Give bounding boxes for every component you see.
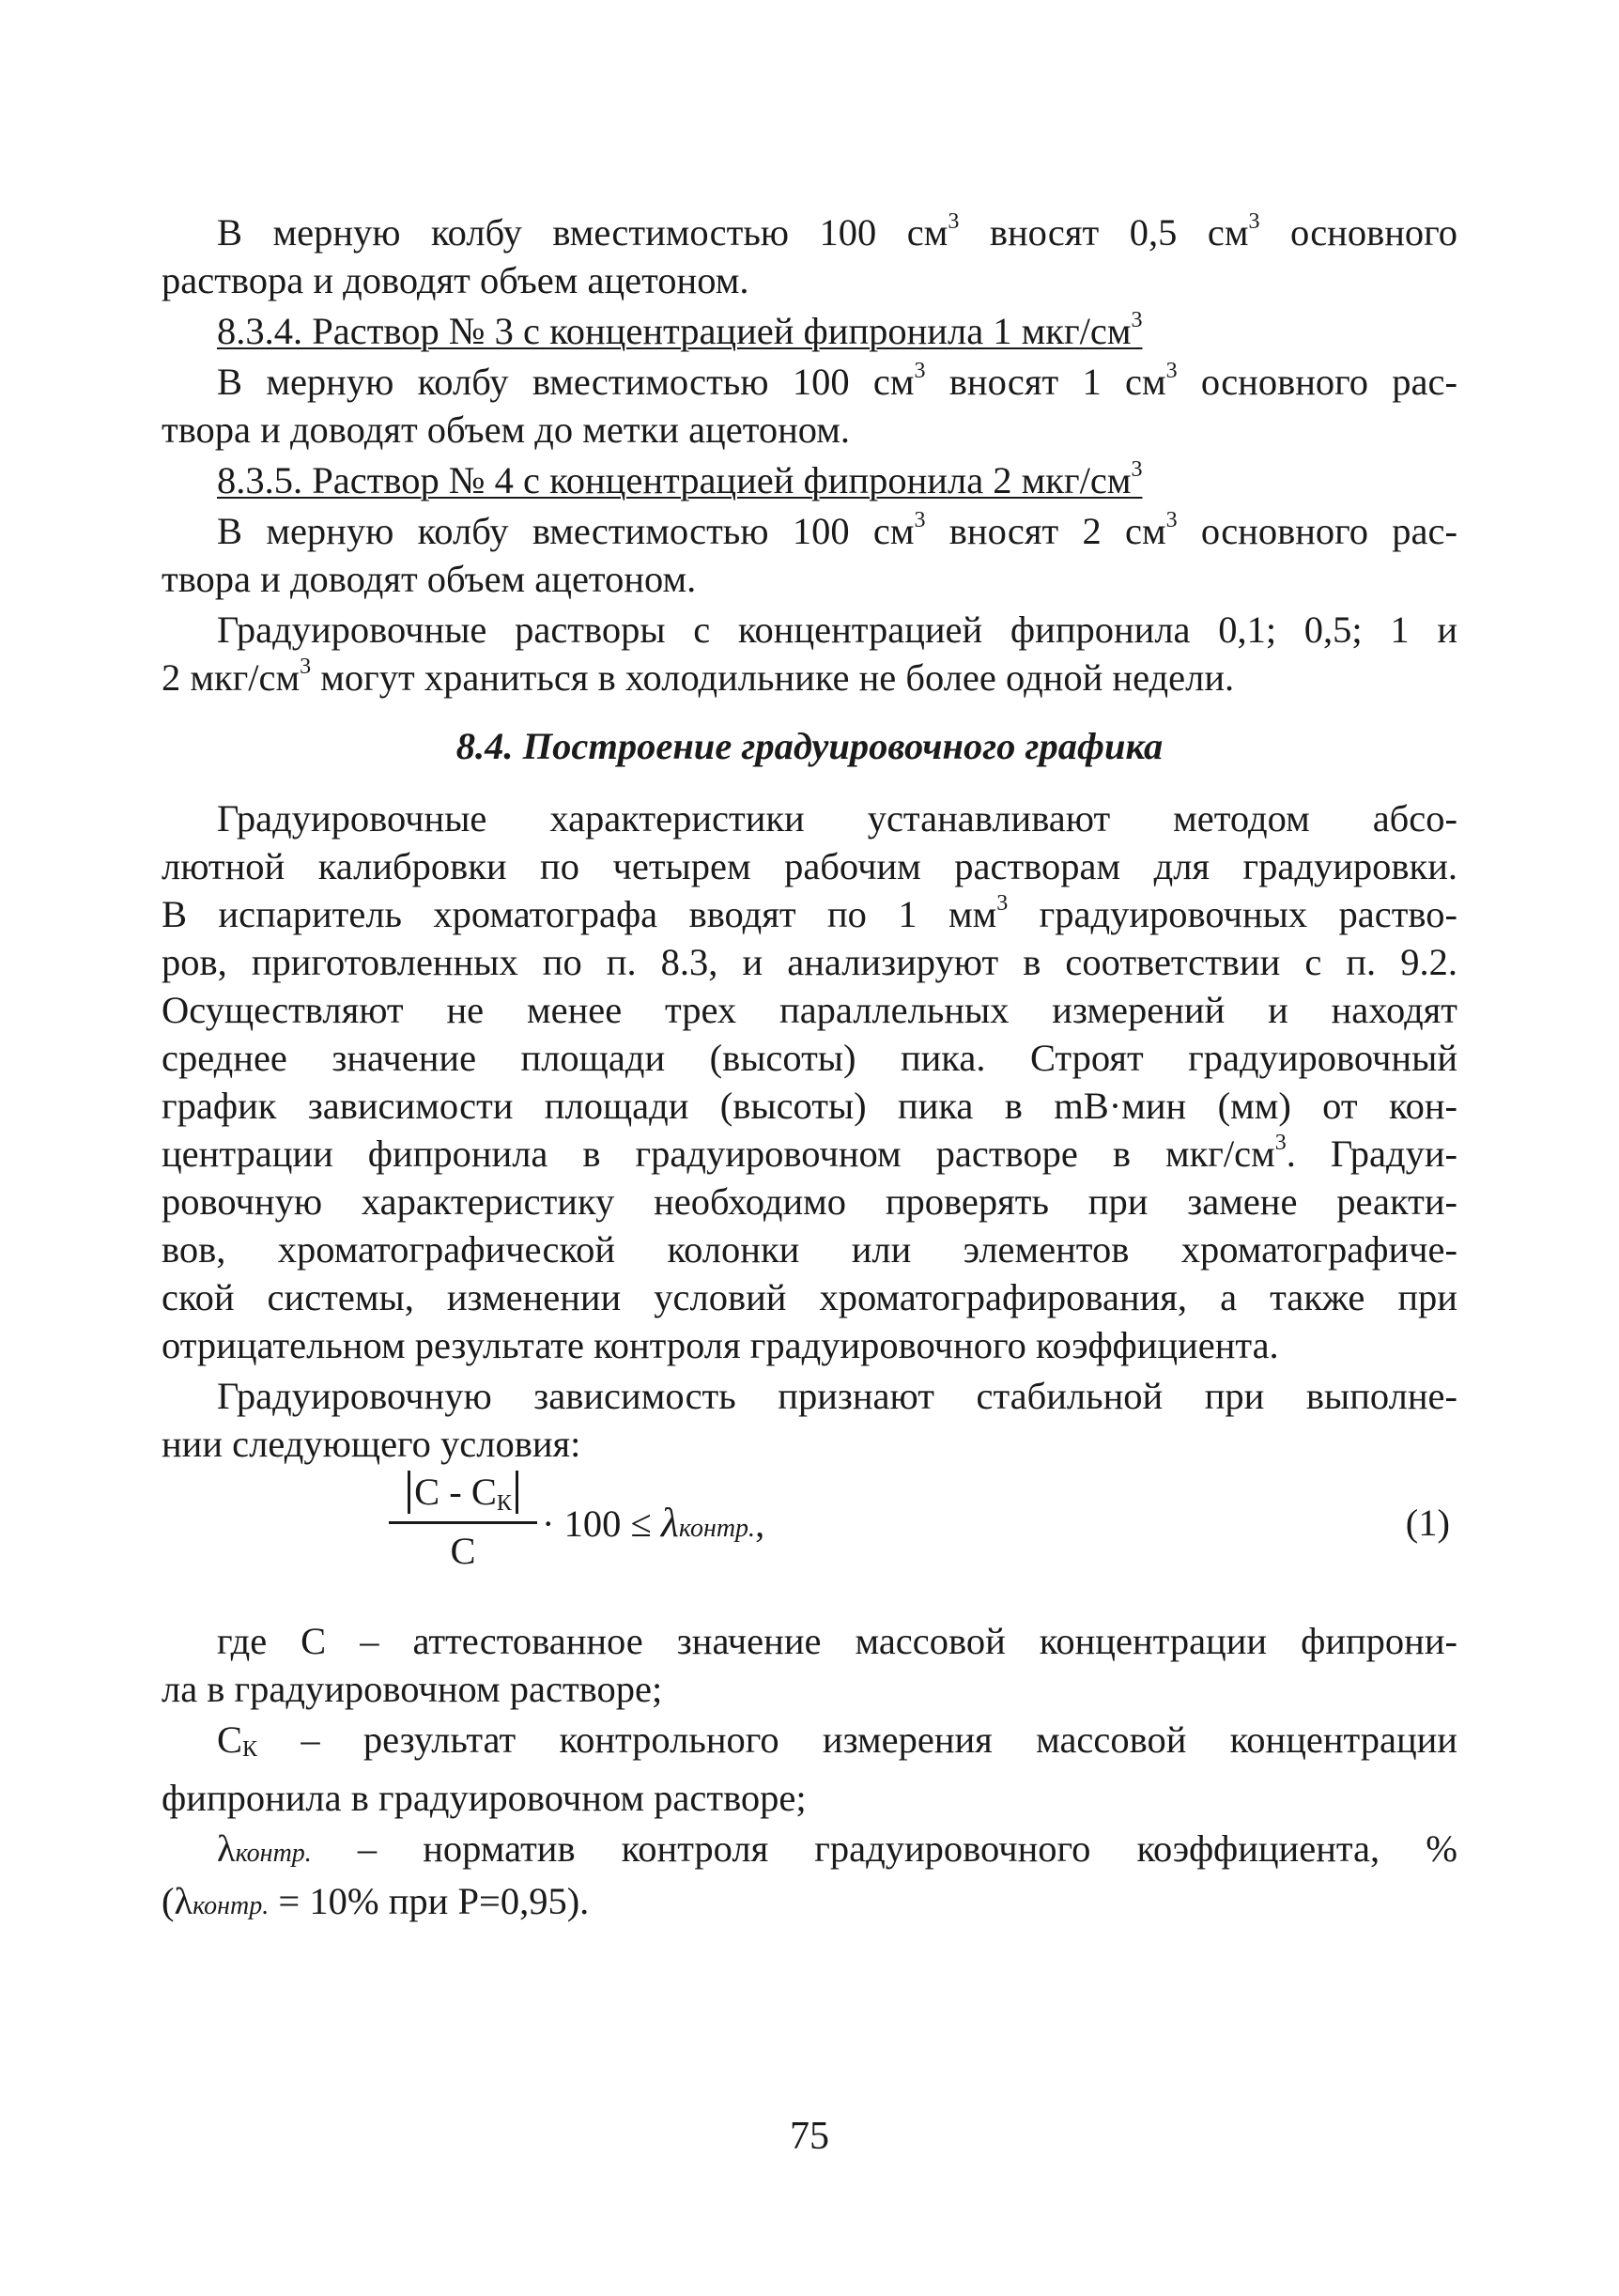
subheading-8-3-5: 8.3.5. Раствор № 4 с концентрацией фипронила 2 мкг/$см^3$: [217, 456, 1143, 501]
paragraph-solution-4: В мерную колбу вместимостью 100 $см^3$ вносят 2 $см^3$ основного рас- твора и доводят объем ацетоном.: [162, 507, 1457, 600]
formula-denominator: С: [450, 1530, 476, 1572]
paragraph-lambda: λконтр. – норматив контроля градуировочного коэффициента, % (λконтр. = 10% при Р=0,95).: [162, 1827, 1457, 1922]
subheading-8-3-4: 8.3.4. Раствор № 3 с концентрацией фипронила 1 мкг/$см^3$: [217, 307, 1143, 352]
formula-fraction: [389, 1471, 537, 1573]
paragraph-storage: Градуировочные растворы с концентрацией фипронила 0,1; 0,5; 1 и 2 мкг/$см^3$ могут храниться в холодильнике не более одной недели.: [162, 609, 1457, 699]
formula-1: [162, 1471, 1457, 1611]
section-title-8-4: 8.4. Построение градуировочного графика: [455, 725, 1164, 767]
page-content: [162, 208, 1457, 1933]
paragraph-ck: СК – результат контрольного измерения массовой концентрации фипронила в градуировочном растворе;: [162, 1718, 1457, 1819]
paragraph-solution-3: В мерную колбу вместимостью 100 $см^3$ вносят 1 $см^3$ основного рас- твора и доводят объем до метки ацетоном.: [162, 358, 1457, 451]
formula-numerator: С - $С_К$: [408, 1471, 518, 1514]
formula-right-side: · 100 ≤ λконтр.,: [542, 1500, 765, 1546]
paragraph-stability: Градуировочную зависимость признают стабильной при выполне- нии следующего условия:: [162, 1375, 1457, 1465]
equation-number: (1): [1405, 1502, 1450, 1544]
paragraph-calibration: Градуировочные характеристики устанавливают методом абсо- лютной калибровки по четырем рабочим растворам для градуировки. В испаритель хроматографа вводят по 1 $мм^3$ градуировочных раство- ров, приготовленных по п. 8.3, и анализируют в соответствии с п. 9.2. Осуществляют не менее трех параллельных измерений и находят среднее значение площади (высоты) пика. Строят градуировочный график зависимости площади (высоты) пика в mВ·мин (мм) от кон- центрации фипронила в градуировочном растворе в мкг/$см^3$. Градуи- ровочную характеристику необходимо проверять при замене реакти- вов, хроматографической колонки или элементов хроматографиче- ской системы, изменении условий хроматографирования, а также при отрицательном результате контроля градуировочного коэффициента.: [162, 797, 1457, 1366]
fraction-bar: [389, 1521, 537, 1524]
page-number: 75: [790, 2115, 829, 2158]
paragraph-solution-2: В мерную колбу вместимостью 100 $см^3$ вносят 0,5 $см^3$ основного раствора и доводят объем ацетоном.: [162, 208, 1457, 301]
paragraph-where-c: где С – аттестованное значение массовой концентрации фипрони- ла в градуировочном растворе;: [162, 1620, 1457, 1710]
